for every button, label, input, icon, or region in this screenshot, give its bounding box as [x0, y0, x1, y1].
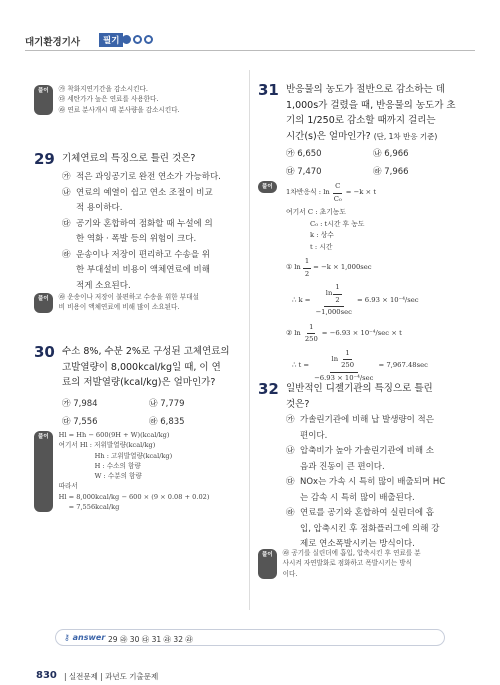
book-title: 대기환경기사 [25, 37, 81, 48]
solution-badge: 풀이 [258, 549, 277, 579]
solution-31: 1차반응식 : ln $\frac{C}{\text{C₀}}$ = −k × t 여기서 C : 초기농도 C₀ : t시간 후 농도 k : 상수 t : 시간 ① ln $\frac{1}{2}$ = −k × 1,000sec ∴ k = ln $\frac{1}{2}$ −1,000sec = 6.93 × 10⁻⁴/sec ② ln $\frac{1}{250}$ = −6.93 × 10⁻⁴/sec × t ∴ t = ln $\frac{1}{250}$ −6.93 × 10⁻⁴/sec = 7,967.48sec [286, 182, 428, 382]
solution-line: ㉮ 착화지연기간을 감소시킨다. [58, 85, 148, 93]
question-29-number: 29 [34, 150, 55, 168]
solution-badge: 풀이 [34, 85, 53, 115]
option-b[interactable]: ㉯ 연료의 예열이 쉽고 연소 조절이 비교 적 용이하다. [62, 187, 213, 213]
option-d[interactable]: ㉱ 6,835 [149, 417, 185, 427]
solution-badge: 풀이 [258, 181, 277, 193]
question-29-text: 기체연료의 특징으로 틀린 것은? [62, 153, 196, 164]
footer-section: | 실전문제 | 과년도 기출문제 [64, 672, 159, 681]
section-tag: 필기 [99, 33, 123, 47]
page-header [0, 0, 500, 56]
option-b[interactable]: ㉯ 6,966 [373, 149, 409, 159]
answer-label: ⚷ answer [64, 633, 106, 642]
column-divider [249, 70, 250, 610]
question-30-text: 수소 8%, 수분 2%로 구성된 고체연료의 고발열량이 8,000kcal/kg일 때, 이 연 료의 저발열량(kcal/kg)은 얼마인가? [62, 346, 230, 388]
option-d[interactable]: ㉱ 연료를 공기와 혼합하여 실린더에 흡 입, 압축시킨 후 점화플러그에 의해 강 제로 연소폭발시키는 방식이다. [286, 508, 440, 549]
option-a[interactable]: ㉮ 7,984 [62, 399, 98, 409]
answer-key: 29 ㉱ 30 ㉰ 31 ㉱ 32 ㉱ [108, 635, 193, 644]
option-c[interactable]: ㉰ 7,556 [62, 417, 98, 427]
option-b[interactable]: ㉯ 압축비가 높아 가솔린기관에 비해 소 음과 진동이 큰 편이다. [286, 446, 434, 472]
solution-badge: 풀이 [34, 293, 53, 313]
question-32-number: 32 [258, 380, 279, 398]
question-30-options [62, 397, 239, 427]
solution-line: ㉰ 세탄가가 높은 연료를 사용한다. [58, 95, 159, 104]
option-c[interactable]: ㉰ 7,470 [286, 167, 322, 177]
solution-32: 풀이 ㉱ 공기를 실린더에 흡입, 압축시킨 후 연료를 분 사시켜 자연발화로 점화하고 폭발시키는 방식 이다. [258, 548, 488, 579]
solution-badge: 풀이 [34, 431, 53, 512]
option-a[interactable]: ㉮ 가솔린기관에 비해 납 발생량이 적은 편이다. [286, 415, 434, 441]
solution-30: 풀이 Hl = Hh − 600(9H + W)(kcal/kg) 여기서 Hl : 저위발열량(kcal/kg) Hh : 고위발열량(kcal/kg) H : 수소의 함량 W : 수분의 함량 따라서 Hl = 8,000kcal/kg − 600 × (9 × 0.08 + 0.02) = 7,556kcal/kg [34, 430, 244, 512]
solution-29: 풀이 ㉱ 운송이나 저장이 불편하고 수송을 위한 부대설 비 비용이 액체연료에 비해 많이 소요된다. [34, 292, 244, 313]
page-number: 830 [36, 670, 57, 681]
key-icon: ⚷ [64, 633, 70, 642]
header-divider [25, 50, 475, 51]
option-b[interactable]: ㉯ 7,779 [149, 399, 185, 409]
question-31-options [286, 147, 463, 177]
question-30-number: 30 [34, 343, 55, 361]
question-29-options [62, 170, 242, 294]
question-32-text: 일반적인 디젤기관의 특징으로 틀린 것은? [286, 383, 433, 410]
question-32-options [286, 413, 476, 553]
option-a[interactable]: ㉮ 적은 과잉공기로 완전 연소가 가능하다. [62, 172, 221, 182]
progress-dots-icon [122, 35, 153, 44]
option-c[interactable]: ㉰ 공기와 혼합하여 점화할 때 누설에 의 한 역화 · 폭발 등의 위험이 크다. [62, 218, 213, 244]
solution-28 [34, 84, 239, 115]
solution-line: ㉱ 연료 분사개시 때 분사량을 감소시킨다. [58, 105, 180, 114]
option-d[interactable]: ㉱ 7,966 [373, 167, 409, 177]
option-a[interactable]: ㉮ 6,650 [286, 149, 322, 159]
question-31-text: 반응물의 농도가 절반으로 감소하는 데 1,000s가 걸렸을 때, 반응물의 농도가 초 기의 1/250로 감소할 때까지 걸리는 시간(s)은 얼마인가? (단, 1차 반응 기준) [286, 84, 456, 142]
option-c[interactable]: ㉰ NOx는 가속 시 특히 많이 배출되며 HC 는 감속 시 특히 많이 배출된다. [286, 477, 446, 503]
question-31-number: 31 [258, 81, 279, 99]
option-d[interactable]: ㉱ 운송이나 저장이 편리하고 수송을 위 한 부대설비 비용이 액체연료에 비해 적게 소요된다. [62, 249, 210, 291]
